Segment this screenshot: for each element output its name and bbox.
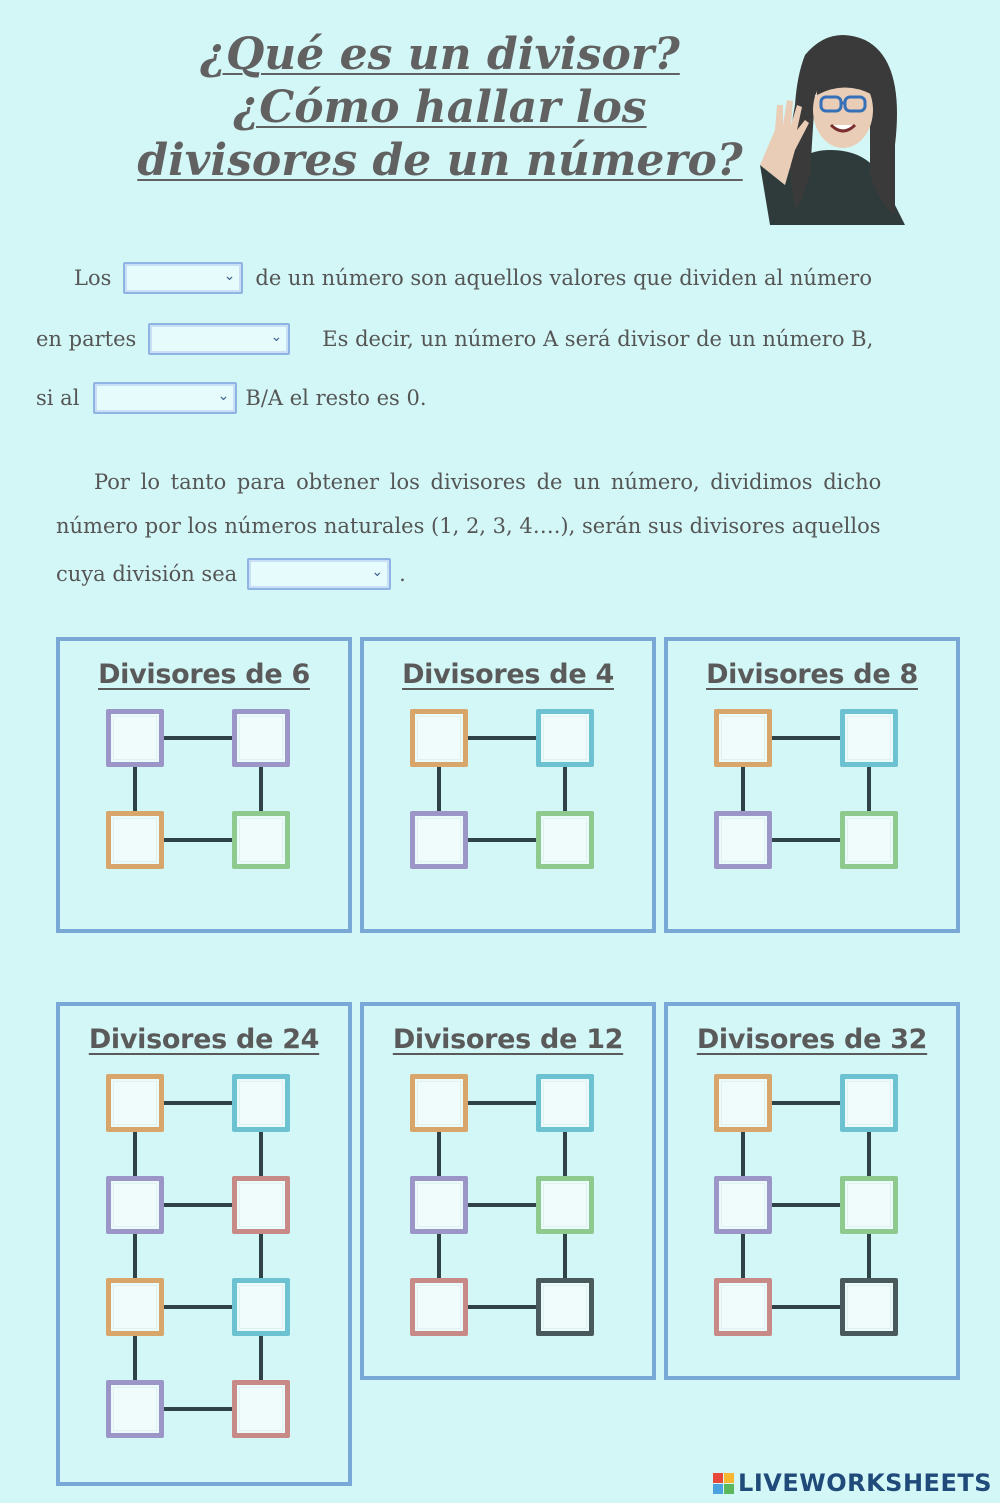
panel-divisores-4 xyxy=(360,637,656,933)
panel-divisores-24 xyxy=(56,1002,352,1486)
connector-line xyxy=(164,1101,232,1105)
connector-line xyxy=(563,1234,567,1278)
connector-line xyxy=(772,1305,840,1309)
divisor-answer-box[interactable] xyxy=(410,811,468,869)
connector-line xyxy=(563,1132,567,1176)
liveworksheets-logo xyxy=(713,1469,992,1497)
divisor-answer-box[interactable] xyxy=(536,1176,594,1234)
divisor-answer-box[interactable] xyxy=(714,1176,772,1234)
connector-line xyxy=(164,736,232,740)
panel-divisores-12 xyxy=(360,1002,656,1380)
divisor-answer-box[interactable] xyxy=(840,1074,898,1132)
connector-line xyxy=(164,838,232,842)
paragraph-2-line-2: número por los números naturales (1, 2, 3, 4….), serán sus divisores aquellos xyxy=(56,514,881,538)
divisor-answer-box[interactable] xyxy=(714,1074,772,1132)
page-title xyxy=(100,28,780,187)
panel-divisores-6 xyxy=(56,637,352,933)
panel-title: Divisores de 4 xyxy=(402,659,614,690)
panel-divisores-8 xyxy=(664,637,960,933)
chevron-down-icon: ⌄ xyxy=(223,268,236,284)
divisor-answer-box[interactable] xyxy=(840,811,898,869)
connector-line xyxy=(741,1132,745,1176)
divisor-answer-box[interactable] xyxy=(232,1074,290,1132)
connector-line xyxy=(772,1203,840,1207)
panel-divisores-32 xyxy=(664,1002,960,1380)
connector-line xyxy=(164,1305,232,1309)
divisor-answer-box[interactable] xyxy=(840,1278,898,1336)
connector-line xyxy=(259,1234,263,1278)
connector-line xyxy=(259,767,263,811)
connector-line xyxy=(867,767,871,811)
panel-title: Divisores de 8 xyxy=(706,659,918,690)
connector-line xyxy=(133,1234,137,1278)
panel-title: Divisores de 6 xyxy=(98,659,310,690)
divisor-answer-box[interactable] xyxy=(536,709,594,767)
panel-title: Divisores de 32 xyxy=(696,1024,928,1055)
paragraph-1-line-1: Los ⌄ de un número son aquellos valores que dividen al número xyxy=(74,262,872,294)
divisor-answer-box[interactable] xyxy=(106,1176,164,1234)
connector-line xyxy=(468,1305,536,1309)
divisor-answer-box[interactable] xyxy=(106,1278,164,1336)
paragraph-2-line-3: cuya división sea ⌄ . xyxy=(56,558,406,590)
chevron-down-icon: ⌄ xyxy=(270,329,283,345)
connector-line xyxy=(437,1132,441,1176)
connector-line xyxy=(867,1234,871,1278)
divisor-answer-box[interactable] xyxy=(410,1176,468,1234)
title-line-2: ¿Cómo hallar los xyxy=(233,82,647,133)
connector-line xyxy=(259,1132,263,1176)
connector-line xyxy=(772,736,840,740)
connector-line xyxy=(259,1336,263,1380)
connector-line xyxy=(772,1101,840,1105)
divisor-answer-box[interactable] xyxy=(714,1278,772,1336)
chevron-down-icon: ⌄ xyxy=(217,388,230,404)
footer-brand: LIVEWORKSHEETS xyxy=(738,1469,992,1497)
connector-line xyxy=(437,1234,441,1278)
connector-line xyxy=(468,1101,536,1105)
connector-line xyxy=(772,838,840,842)
panel-title: Divisores de 12 xyxy=(392,1024,624,1055)
divisor-answer-box[interactable] xyxy=(232,1380,290,1438)
connector-line xyxy=(133,1336,137,1380)
connector-line xyxy=(133,767,137,811)
divisor-answer-box[interactable] xyxy=(714,811,772,869)
divisor-answer-box[interactable] xyxy=(232,811,290,869)
dropdown-4[interactable] xyxy=(247,558,391,590)
divisor-answer-box[interactable] xyxy=(410,1278,468,1336)
liveworksheets-logo-icon xyxy=(713,1473,734,1494)
divisor-answer-box[interactable] xyxy=(840,709,898,767)
connector-line xyxy=(133,1132,137,1176)
connector-line xyxy=(741,767,745,811)
panel-title: Divisores de 24 xyxy=(88,1024,320,1055)
title-line-1: ¿Qué es un divisor? xyxy=(200,29,680,80)
connector-line xyxy=(468,1203,536,1207)
dropdown-1[interactable] xyxy=(123,262,243,294)
divisor-answer-box[interactable] xyxy=(536,811,594,869)
divisor-answer-box[interactable] xyxy=(232,1278,290,1336)
paragraph-1-line-3: si al ⌄ B/A el resto es 0. xyxy=(36,382,427,414)
dropdown-3[interactable] xyxy=(93,382,237,414)
divisor-answer-box[interactable] xyxy=(410,709,468,767)
connector-line xyxy=(867,1132,871,1176)
divisor-answer-box[interactable] xyxy=(106,1074,164,1132)
divisor-answer-box[interactable] xyxy=(536,1074,594,1132)
connector-line xyxy=(741,1234,745,1278)
dropdown-2[interactable] xyxy=(148,323,290,355)
connector-line xyxy=(164,1407,232,1411)
connector-line xyxy=(468,736,536,740)
divisor-answer-box[interactable] xyxy=(106,1380,164,1438)
title-line-3: divisores de un número? xyxy=(137,135,743,186)
connector-line xyxy=(437,767,441,811)
connector-line xyxy=(468,838,536,842)
divisor-answer-box[interactable] xyxy=(536,1278,594,1336)
divisor-answer-box[interactable] xyxy=(410,1074,468,1132)
connector-line xyxy=(164,1203,232,1207)
teacher-waving-icon xyxy=(745,25,915,225)
paragraph-2-line-1: Por lo tanto para obtener los divisores de un número, dividimos dicho xyxy=(94,470,882,494)
chevron-down-icon: ⌄ xyxy=(371,564,384,580)
divisor-answer-box[interactable] xyxy=(840,1176,898,1234)
divisor-answer-box[interactable] xyxy=(714,709,772,767)
connector-line xyxy=(563,767,567,811)
divisor-answer-box[interactable] xyxy=(232,1176,290,1234)
paragraph-1-line-2: en partes ⌄ Es decir, un número A será divisor de un número B, xyxy=(36,323,873,355)
divisor-answer-box[interactable] xyxy=(106,709,164,767)
divisor-answer-box[interactable] xyxy=(106,811,164,869)
divisor-answer-box[interactable] xyxy=(232,709,290,767)
